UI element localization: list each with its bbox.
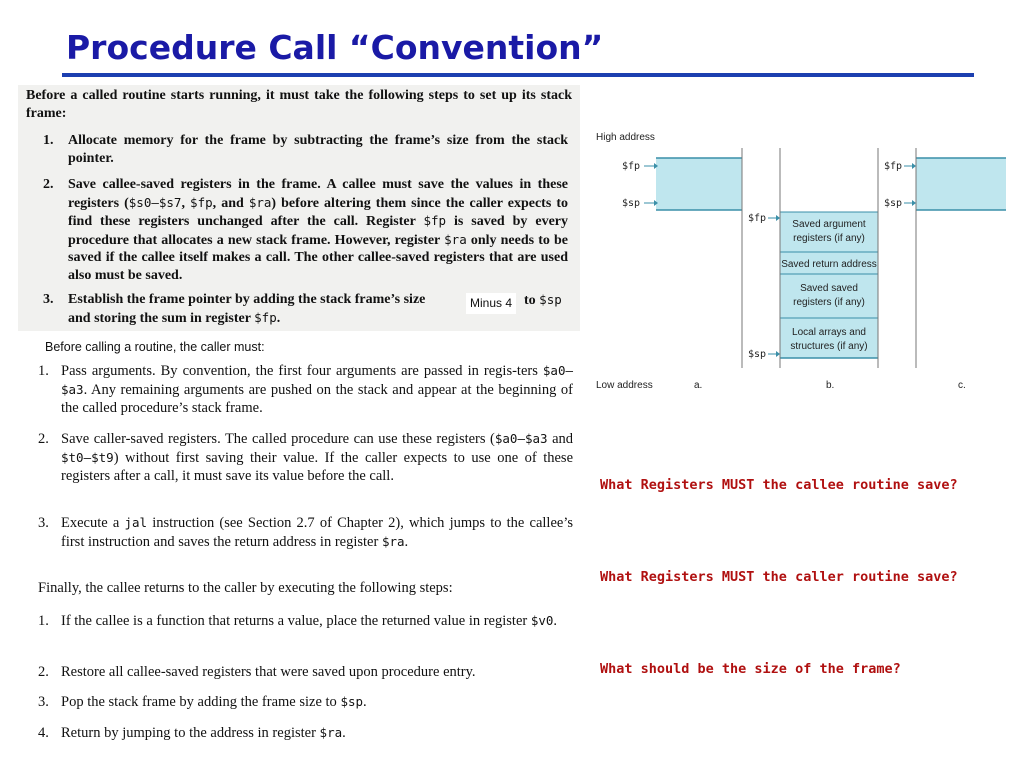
callee-setup-intro: Before a called routine starts running, it must take the following steps to set up its stack frame: (26, 88, 572, 121)
sp-label: $sp (884, 198, 903, 209)
step-text-part: and storing the sum in register (68, 311, 251, 326)
step-text-part: If the callee is a function that returns a value, place the returned value in register (61, 613, 531, 629)
step-number: 1. (38, 613, 49, 629)
step-text-part: instruction (see Section 2.7 of Chapter 2), which jumps to the callee’s first instruction and saves the return address in register (61, 515, 573, 550)
question-caller-save: What Registers MUST the caller routine save? (600, 569, 958, 585)
frame-item-label: registers (if any) (793, 233, 865, 244)
caller-step-1 (38, 362, 573, 418)
step-number: 1. (38, 363, 49, 379)
frame-region-a (656, 158, 742, 210)
frame-item-label: registers (if any) (793, 297, 865, 308)
step-text-part: . Any remaining arguments are pushed on the stack and appear at the beginning of the called procedure’s stack frame. (61, 381, 573, 416)
fp-label: $fp (748, 213, 767, 224)
step-text-part: Save caller-saved registers. The called procedure can use these registers ( (61, 431, 495, 447)
step-text (61, 693, 573, 712)
register-name: $v0 (530, 613, 554, 628)
step-text-part: , (181, 195, 191, 211)
register-name: $a0–$a3 (61, 363, 573, 397)
step-text (61, 362, 573, 418)
step-text: Restore all callee-saved registers that were saved upon procedure entry. (61, 664, 476, 680)
sp-label: $sp (748, 349, 767, 360)
step-text (61, 724, 573, 743)
step-text-part: Pass arguments. By convention, the first four arguments are passed in regis-ters (61, 363, 543, 379)
callee-step-2 (43, 176, 570, 284)
column-label-b: b. (826, 380, 835, 391)
step-text-part: . (342, 725, 346, 741)
step-text-part: , and (212, 195, 249, 211)
step-text-part: and (547, 431, 574, 447)
register-name: $ra (248, 194, 272, 210)
step-text-part: Execute a (61, 515, 125, 531)
step-text-part: Save callee-saved registers in the frame. A callee must save the values in these registers ( (68, 177, 568, 211)
step-text-to (524, 291, 562, 310)
register-name: $t0–$t9 (61, 449, 114, 465)
register-name: $ra (444, 231, 467, 247)
step-text (61, 514, 573, 551)
step-text-part: Return by jumping to the address in register (61, 725, 320, 741)
frame-item-label: Saved return address (781, 259, 877, 270)
register-name: $fp (190, 194, 213, 210)
frame-region-c (916, 158, 1006, 210)
frame-item-label: Saved argument (792, 219, 866, 230)
callee-step-1 (43, 132, 570, 168)
register-name: $sp (539, 292, 562, 307)
register-name: $s0–$s7 (128, 194, 182, 210)
low-address-label: Low address (596, 380, 653, 391)
register-name: $fp (423, 213, 447, 228)
step-text-part: . (363, 694, 367, 710)
step-text-part: is saved by every procedure that allocates a new stack frame. However, register (68, 214, 569, 248)
sp-arrowhead (776, 351, 780, 357)
register-name: $ra (319, 725, 343, 740)
step-text-part: . (276, 311, 281, 326)
register-name: $ra (381, 533, 405, 549)
step-number: 1. (43, 133, 54, 148)
step-number: 2. (38, 664, 49, 680)
frame-item-label: structures (if any) (790, 341, 868, 352)
fp-arrowhead (912, 163, 916, 169)
minus-4-note: Minus 4 (466, 293, 516, 314)
step-number: 3. (38, 694, 49, 710)
step-text-part: ) before altering them since the caller expects to find these registers unchanged after the call. Register (68, 195, 569, 229)
step-text (61, 430, 573, 486)
return-step-2 (38, 663, 573, 683)
sp-arrowhead (912, 200, 916, 206)
register-name: $sp (340, 694, 364, 709)
page-title: Procedure Call “Convention” (66, 28, 604, 67)
step-text: Allocate memory for the frame by subtracting the frame’s size from the stack pointer. (68, 133, 568, 166)
step-text-part: only needs to be saved if the callee itself makes a call. The other callee-saved registers that are used also must be saved. (68, 232, 568, 283)
step-text-part: . (553, 613, 558, 629)
step-text (68, 176, 568, 284)
caller-step-2 (38, 430, 573, 504)
step-text-part: ) without first saving their value. If the caller expects to use one of these registers after a call, it must save its value before the call. (61, 449, 573, 484)
return-step-3 (38, 693, 573, 713)
register-name: $fp (254, 310, 277, 325)
step-number: 3. (38, 515, 49, 531)
step-text (61, 612, 573, 631)
step-text-line-2 (68, 309, 280, 328)
question-callee-save: What Registers MUST the callee routine save? (600, 477, 958, 493)
register-name: jal (124, 515, 148, 530)
step-text-part: to (524, 293, 536, 308)
register-name: $a0–$a3 (494, 431, 548, 446)
step-text-part: Establish the frame pointer by adding the stack frame’s size (68, 292, 426, 307)
frame-item-label: Local arrays and (792, 327, 866, 338)
step-number: 2. (38, 431, 49, 447)
step-number: 3. (43, 292, 54, 307)
column-label-a: a. (694, 380, 703, 391)
return-heading: Finally, the callee returns to the caller by executing the following steps: (38, 580, 453, 596)
stack-frame-diagram (594, 128, 1010, 400)
fp-label: $fp (884, 161, 903, 172)
high-address-label: High address (596, 132, 655, 143)
caller-step-3 (38, 514, 573, 552)
sp-label: $sp (622, 198, 641, 209)
step-text-part: Pop the stack frame by adding the frame size to (61, 694, 341, 710)
column-label-c: c. (958, 380, 966, 391)
return-step-1 (38, 612, 573, 650)
frame-item-label: Saved saved (800, 283, 858, 294)
fp-arrowhead (776, 215, 780, 221)
step-number: 4. (38, 725, 49, 741)
caller-heading: Before calling a routine, the caller must: (45, 340, 265, 354)
title-underline (62, 73, 974, 77)
fp-label: $fp (622, 161, 641, 172)
return-step-4 (38, 724, 573, 744)
step-text-part: . (404, 533, 409, 550)
question-frame-size: What should be the size of the frame? (600, 661, 901, 677)
step-number: 2. (43, 177, 54, 192)
